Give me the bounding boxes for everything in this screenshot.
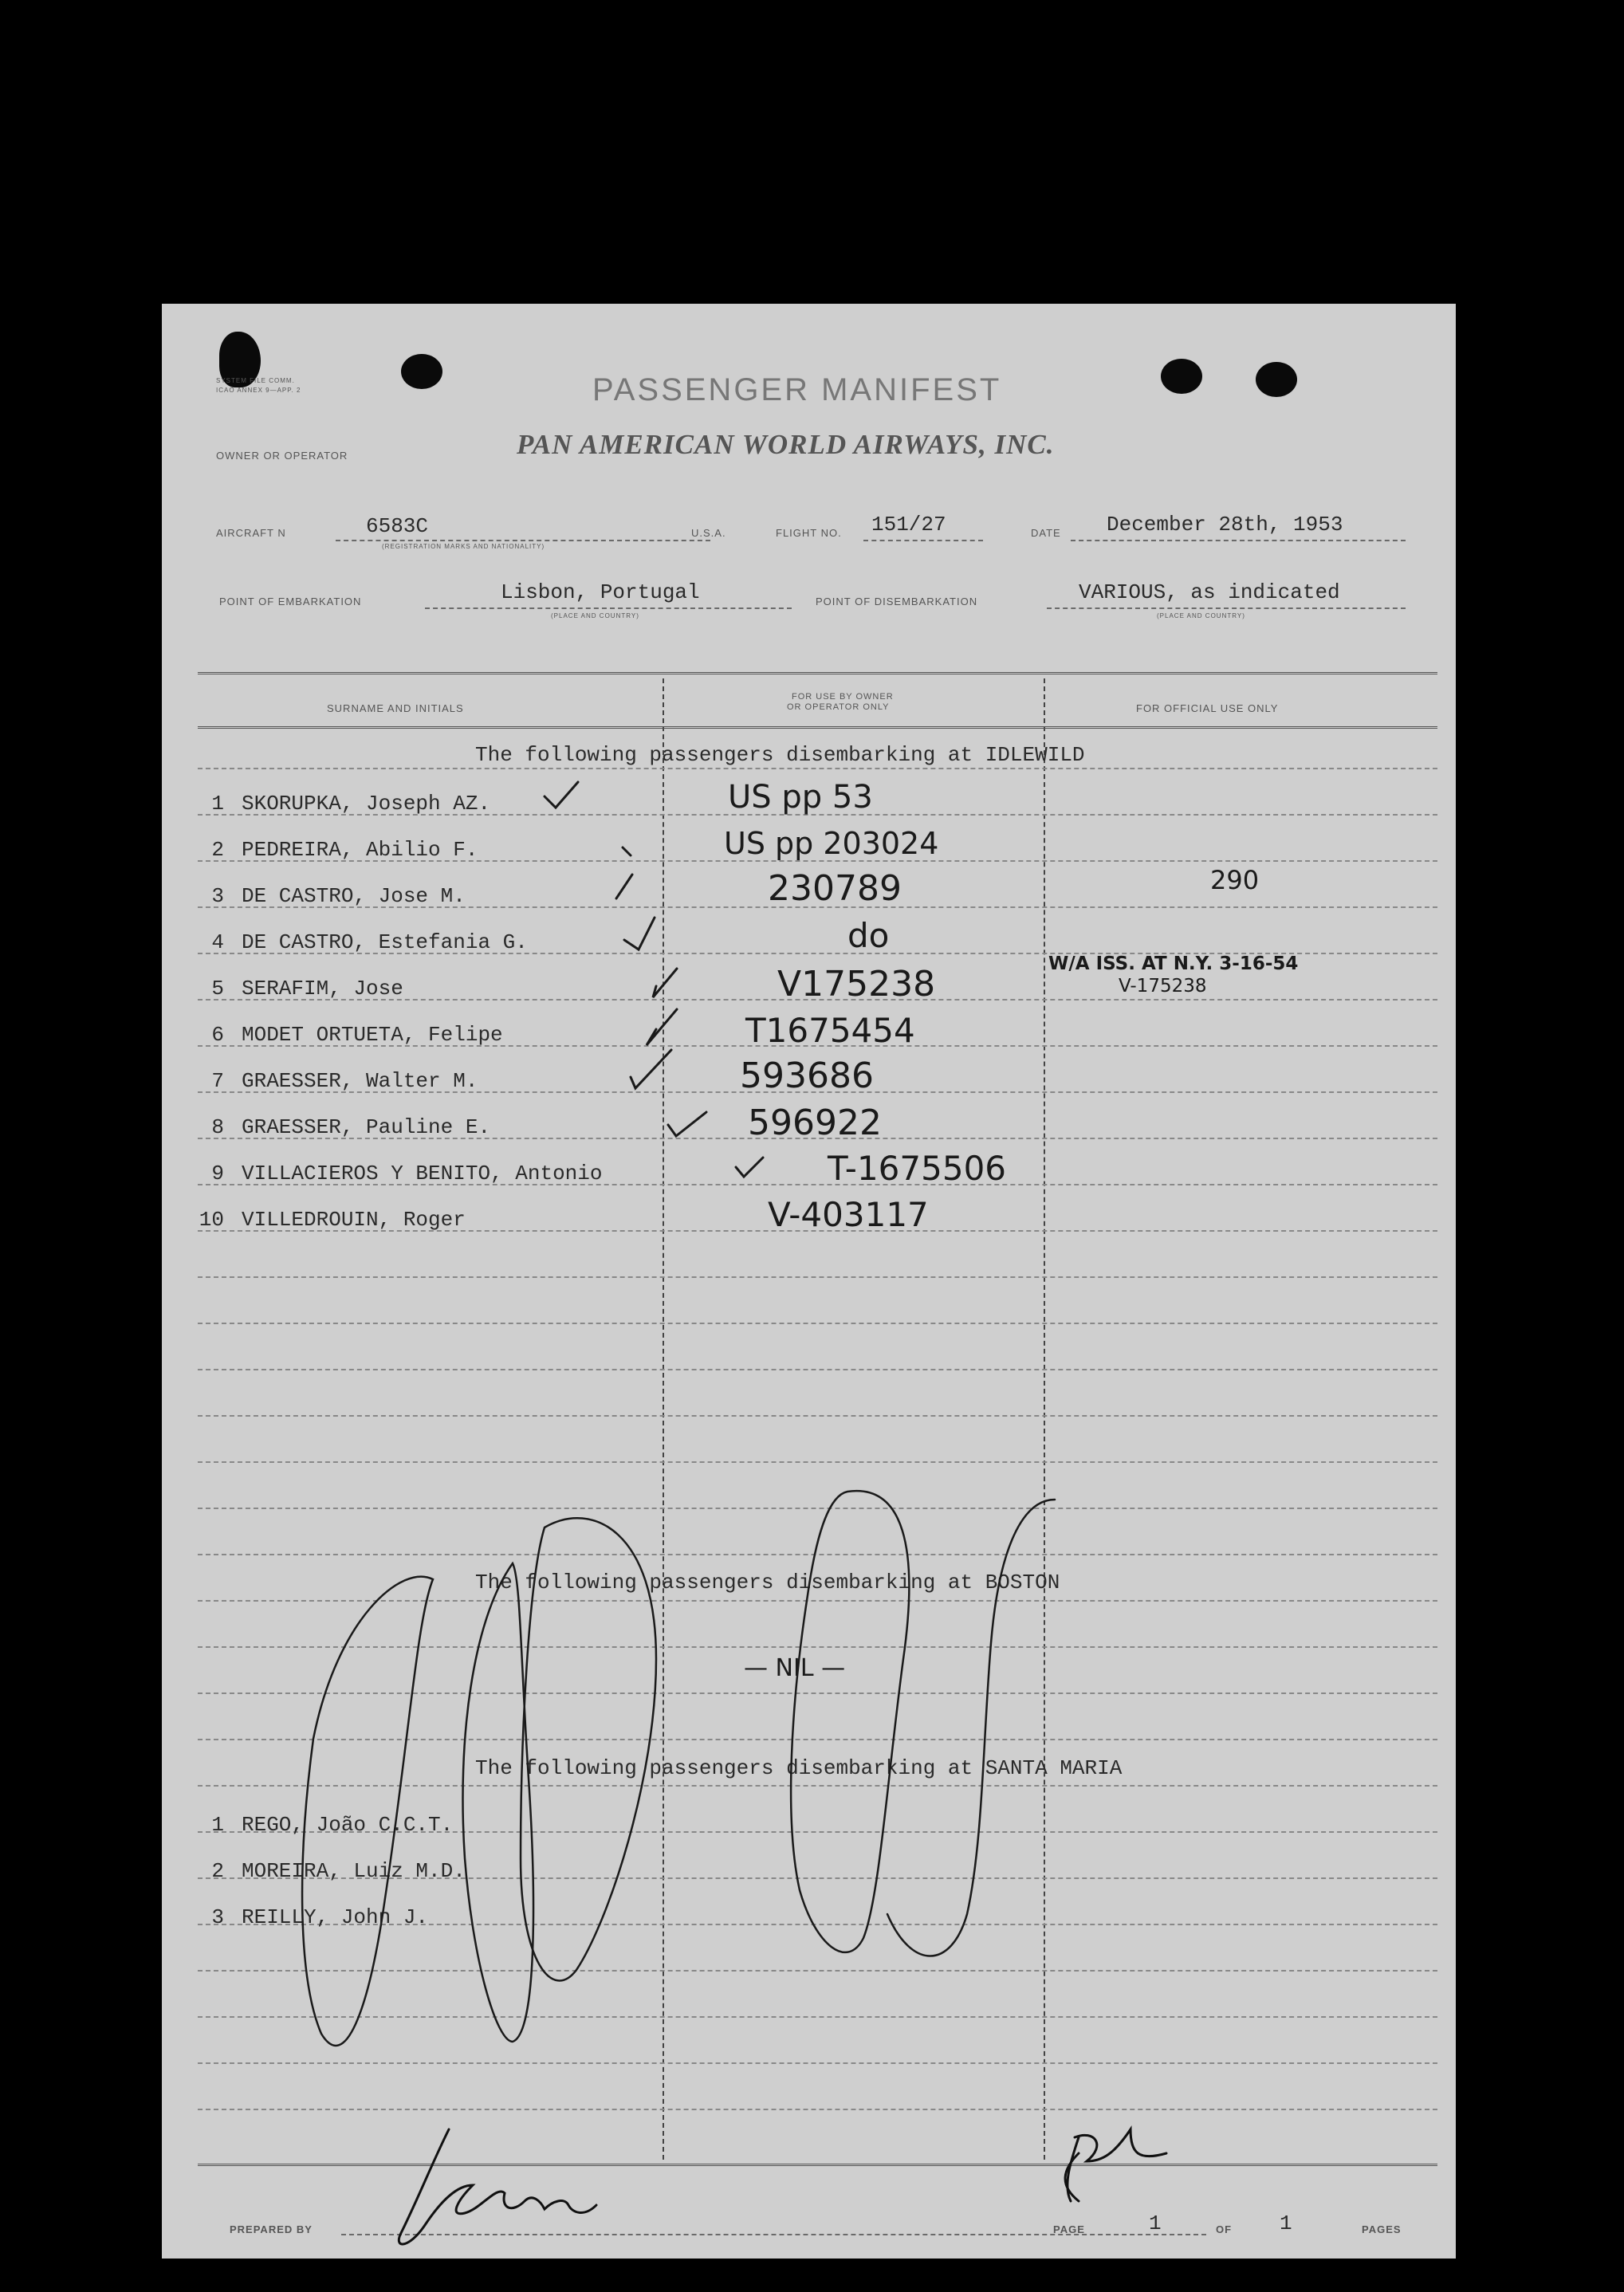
of-label: OF (1216, 2223, 1233, 2235)
doc-number: 230789 (768, 868, 902, 909)
idlewild-heading: The following passengers disembarking at IDLEWILD (475, 743, 1085, 767)
official-note: 290 (1210, 865, 1260, 895)
column-header-owner: OR OPERATOR ONLY (787, 702, 890, 712)
page-count: 1 (1280, 2211, 1292, 2235)
list-item: 7 GRAESSER, Walter M. (211, 1069, 478, 1093)
doc-number: US pp 53 (728, 779, 873, 816)
doc-number: do (847, 916, 890, 955)
date-value: December 28th, 1953 (1107, 513, 1343, 537)
boston-heading: The following passengers disembarking at BOSTON (475, 1571, 1060, 1594)
manifest-page (162, 304, 1456, 2259)
official-signature (162, 304, 1456, 2259)
list-item: 5 SERAFIM, Jose (211, 977, 403, 1001)
aircraft-value: 6583C (366, 514, 429, 538)
page-title: PASSENGER MANIFEST (592, 372, 1002, 407)
page-number: 1 (1149, 2211, 1162, 2235)
aircraft-sub: (REGISTRATION MARKS AND NATIONALITY) (382, 543, 545, 550)
list-item: 6 MODET ORTUETA, Felipe (211, 1023, 503, 1047)
disembark-sub: (PLACE AND COUNTRY) (1157, 612, 1245, 619)
list-item: 2 MOREIRA, Luiz M.D. (211, 1859, 466, 1883)
embark-sub: (PLACE AND COUNTRY) (551, 612, 639, 619)
list-item: 3 REILLY, John J. (211, 1905, 429, 1929)
aircraft-label: AIRCRAFT N (216, 527, 286, 539)
list-item: 8 GRAESSER, Pauline E. (211, 1115, 491, 1139)
page-label: PAGE (1053, 2223, 1085, 2235)
disembark-label: POINT OF DISEMBARKATION (816, 596, 978, 607)
boston-nil-note: — NIL — (744, 1654, 846, 1682)
column-header-owner: FOR USE BY OWNER (792, 692, 894, 702)
doc-number: T-1675506 (828, 1149, 1007, 1188)
doc-number: V-403117 (768, 1195, 929, 1234)
doc-number: 593686 (740, 1056, 874, 1096)
doc-number: 596922 (748, 1103, 882, 1143)
list-item: 3 DE CASTRO, Jose M. (211, 884, 466, 908)
disembark-value: VARIOUS, as indicated (1079, 580, 1340, 604)
usa-label: U.S.A. (691, 527, 726, 539)
form-ref-line2: ICAO ANNEX 9—APP. 2 (216, 387, 301, 394)
santa-maria-heading: The following passengers disembarking at SANTA MARIA (475, 1756, 1123, 1780)
column-header-name: SURNAME AND INITIALS (327, 702, 464, 714)
list-item: 1 SKORUPKA, Joseph AZ. (211, 792, 491, 816)
flight-value: 151/27 (871, 513, 946, 537)
doc-number: US pp 203024 (724, 826, 939, 861)
flight-label: FLIGHT NO. (776, 527, 842, 539)
official-note: V-175238 (1119, 976, 1207, 997)
list-item: 4 DE CASTRO, Estefania G. (211, 930, 528, 954)
column-header-official: FOR OFFICIAL USE ONLY (1136, 702, 1279, 714)
date-label: DATE (1031, 527, 1061, 539)
list-item: 1 REGO, João C.C.T. (211, 1813, 454, 1837)
doc-number: V175238 (777, 964, 936, 1004)
embark-label: POINT OF EMBARKATION (219, 596, 362, 607)
list-item: 9 VILLACIEROS Y BENITO, Antonio (211, 1162, 603, 1185)
form-ref-line1: SYSTEM FILE COMM. (216, 377, 295, 384)
embark-value: Lisbon, Portugal (501, 580, 700, 604)
doc-number: T1675454 (745, 1011, 915, 1050)
pages-label: PAGES (1362, 2223, 1402, 2235)
owner-label: OWNER OR OPERATOR (216, 450, 348, 462)
airline-name: PAN AMERICAN WORLD AIRWAYS, INC. (517, 429, 1055, 460)
official-note: W/A ISS. AT N.Y. 3-16-54 (1048, 953, 1299, 974)
list-item: 2 PEDREIRA, Abilio F. (211, 838, 478, 862)
prepared-label: PREPARED BY (230, 2223, 313, 2235)
list-item: 10 VILLEDROUIN, Roger (199, 1208, 466, 1232)
